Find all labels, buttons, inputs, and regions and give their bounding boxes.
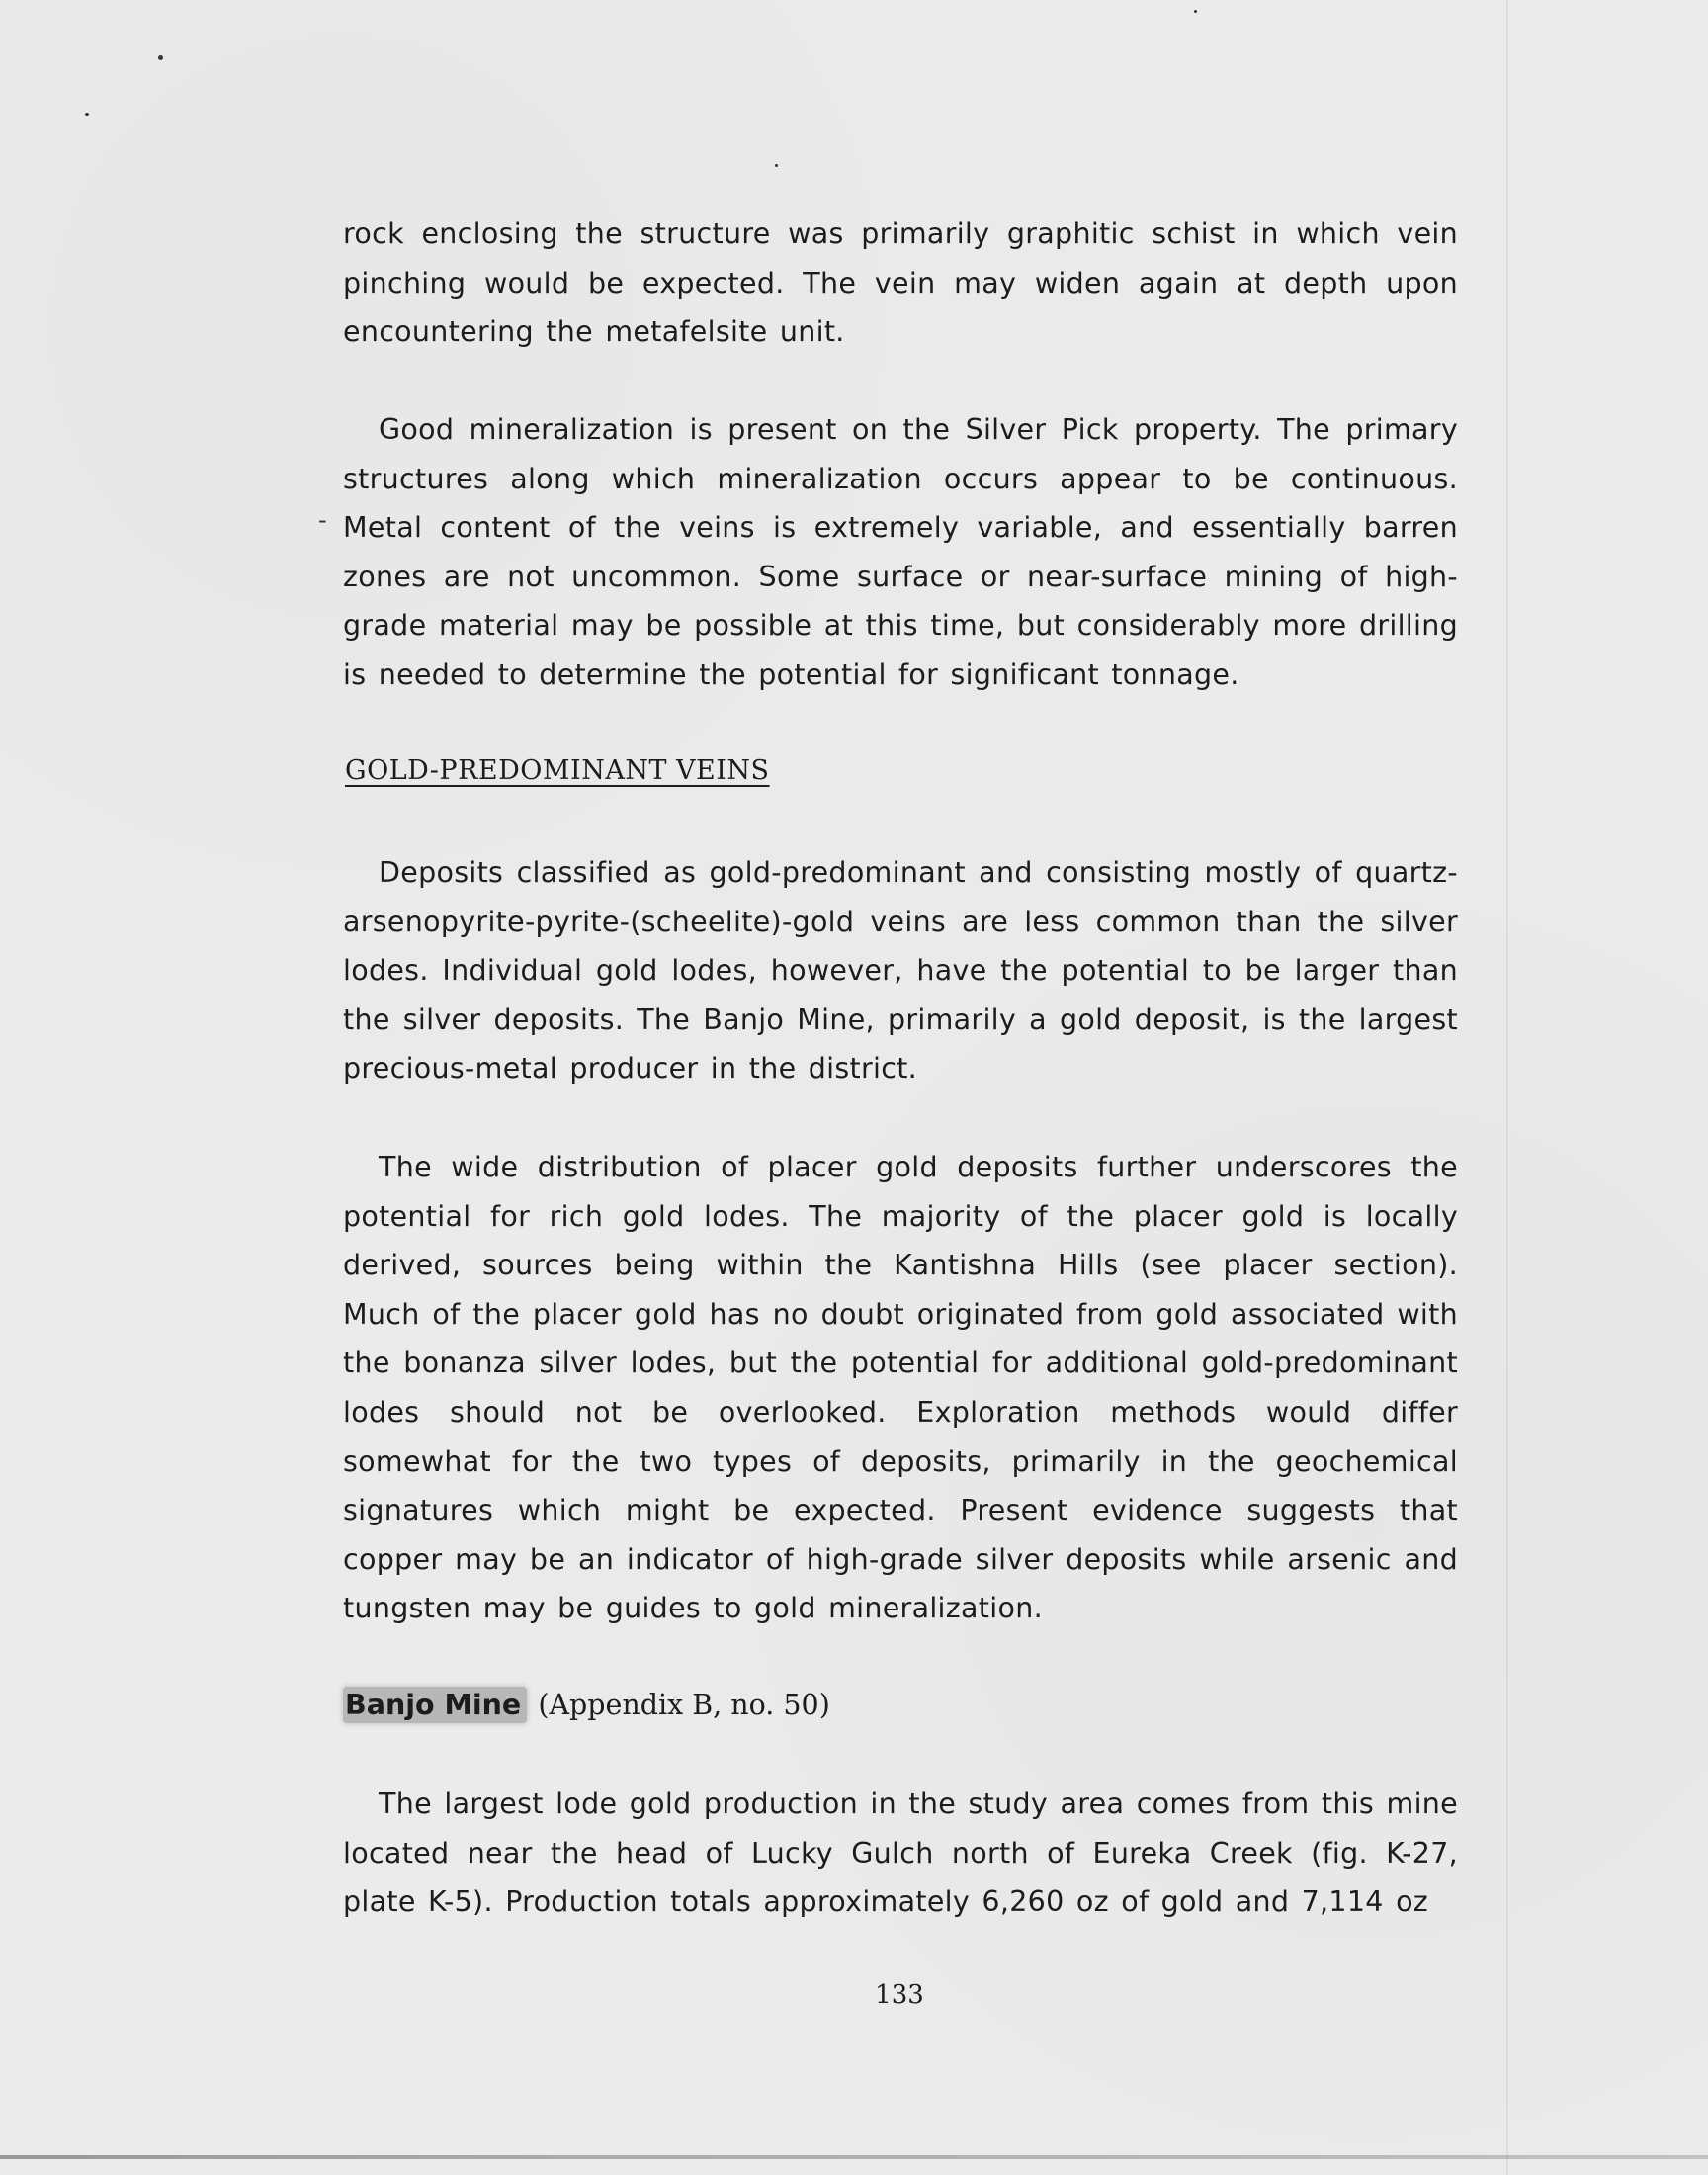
page-edge-shadow [1506,0,1508,2175]
body-paragraph: The largest lode gold production in the study area comes from this mine located near the head of Lucky Gulch north of Eureka Creek (fig. K-27, plate K-5). Production totals approximately 6,260 oz of gold and 7,114 oz [343,1787,1458,1919]
page-number: 133 [875,1980,924,2010]
body-paragraph: Good mineralization is present on the Silver Pick property. The primary structures along which mineralization occurs appear to be continuous. Metal content of the veins is extremely variable, and essentially barren zones are not uncommon. Some surface or near-surface mining of high-grade material may be possible at this time, but considerably more drilling is needed to determine the potential for significant tonnage. [343,413,1458,691]
scan-speck [775,164,778,167]
scan-speck [158,55,163,60]
mine-name-highlight: Banjo Mine [343,1687,527,1723]
body-paragraph: The wide distribution of placer gold deposits further underscores the potential for rich gold lodes. The majority of the placer gold is locally derived, sources being within the Kantishna Hills (see placer section). Much of the placer gold has no doubt originated from gold associated with the bonanza silver lodes, but the potential for additional gold-predominant lodes should not be overlooked. Exploration methods would differ somewhat for the two types of deposits, primarily in the geochemical signatures which might be expected. Present evidence suggests that copper may be an indicator of high-grade silver deposits while arsenic and tungsten may be guides to gold mineralization. [343,1151,1458,1625]
subsection-heading [343,1686,830,1725]
margin-mark: - [318,506,327,534]
section-heading: GOLD-PREDOMINANT VEINS [345,755,770,786]
scan-speck [1194,10,1197,13]
appendix-reference: (Appendix B, no. 50) [538,1689,830,1721]
body-paragraph: rock enclosing the structure was primarily graphitic schist in which vein pinching would be expected. The vein may widen again at depth upon encountering the metafelsite unit. [343,218,1458,349]
scan-speck [85,113,89,116]
body-paragraph: Deposits classified as gold-predominant and consisting mostly of quartz-arsenopyrite-pyrite-(scheelite)-gold veins are less common than the silver lodes. Individual gold lodes, however, have the potential to be larger than the silver deposits. The Banjo Mine, primarily a gold deposit, is the largest precious-metal producer in the district. [343,856,1458,1086]
page-bottom-edge [0,2155,1708,2159]
